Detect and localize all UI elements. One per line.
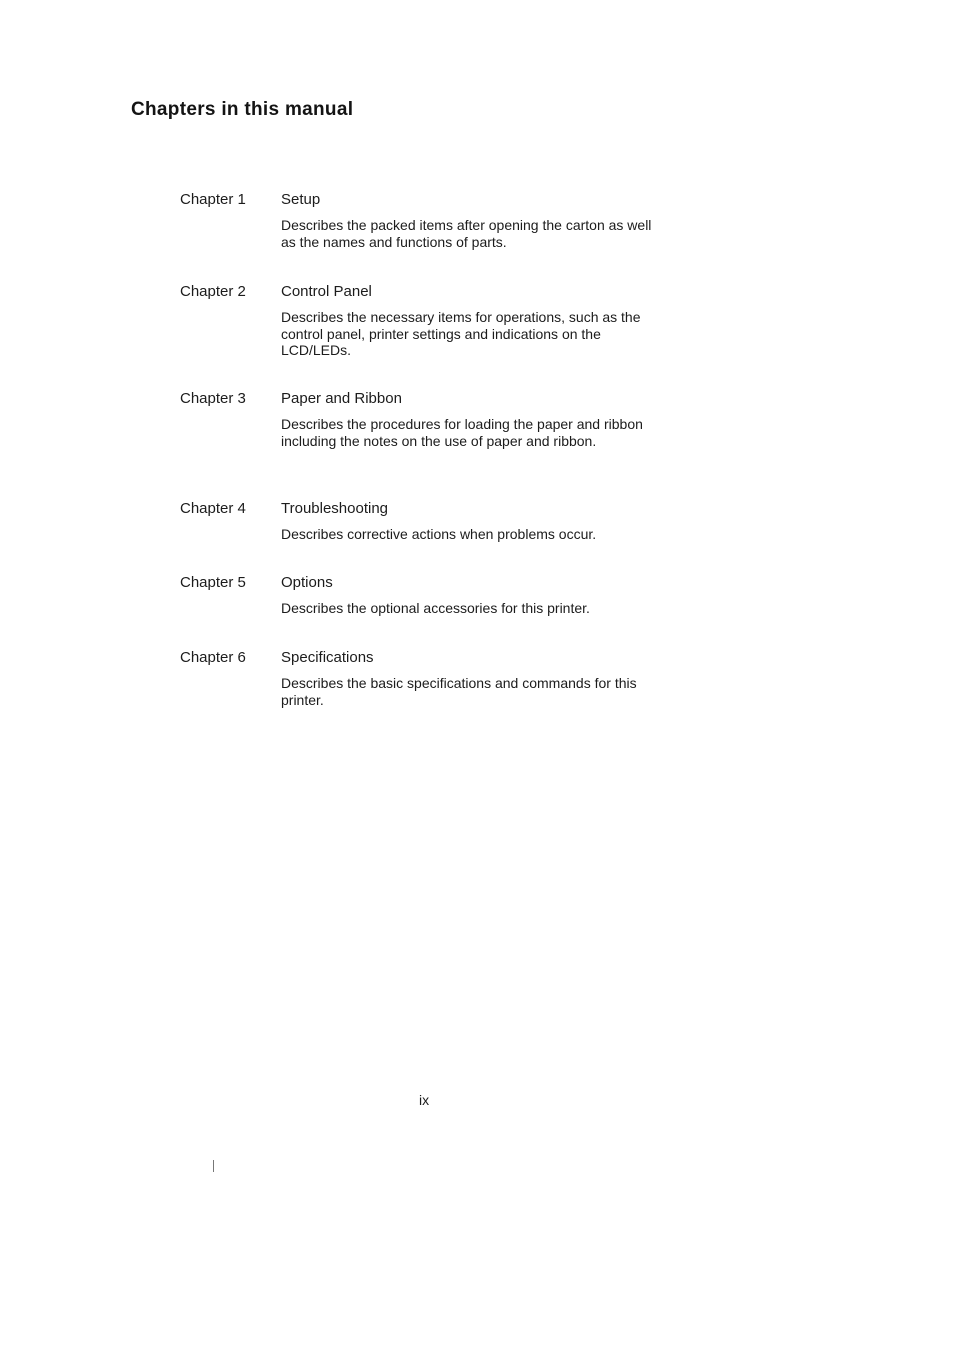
page-title: Chapters in this manual	[131, 99, 354, 120]
chapter-number: Chapter 4	[180, 500, 246, 517]
chapter-description: Describes corrective actions when problems occur.	[281, 526, 597, 542]
chapter-number: Chapter 1	[180, 191, 246, 208]
chapter-description: Describes the basic specifications and commands for this printer.	[281, 675, 637, 708]
chapter-title: Control Panel	[281, 283, 372, 300]
chapter-description: Describes the packed items after opening the carton as well as the names and functions of parts.	[281, 217, 652, 250]
chapter-number: Chapter 6	[180, 649, 246, 666]
chapter-number: Chapter 5	[180, 574, 246, 591]
page-number: ix	[419, 1092, 430, 1108]
chapter-description: Describes the necessary items for operations, such as the control panel, printer settings and indications on the LCD/LEDs.	[281, 309, 641, 358]
chapter-title: Specifications	[281, 649, 374, 666]
chapter-title: Options	[281, 574, 333, 591]
chapter-number: Chapter 3	[180, 390, 246, 407]
chapter-title: Troubleshooting	[281, 500, 389, 517]
chapter-description: Describes the procedures for loading the paper and ribbon including the notes on the use of paper and ribbon.	[281, 416, 643, 449]
chapter-description: Describes the optional accessories for this printer.	[281, 600, 590, 616]
chapter-number: Chapter 2	[180, 283, 246, 300]
chapter-title: Paper and Ribbon	[281, 390, 402, 407]
margin-mark	[213, 1160, 214, 1172]
chapter-title: Setup	[281, 191, 321, 208]
